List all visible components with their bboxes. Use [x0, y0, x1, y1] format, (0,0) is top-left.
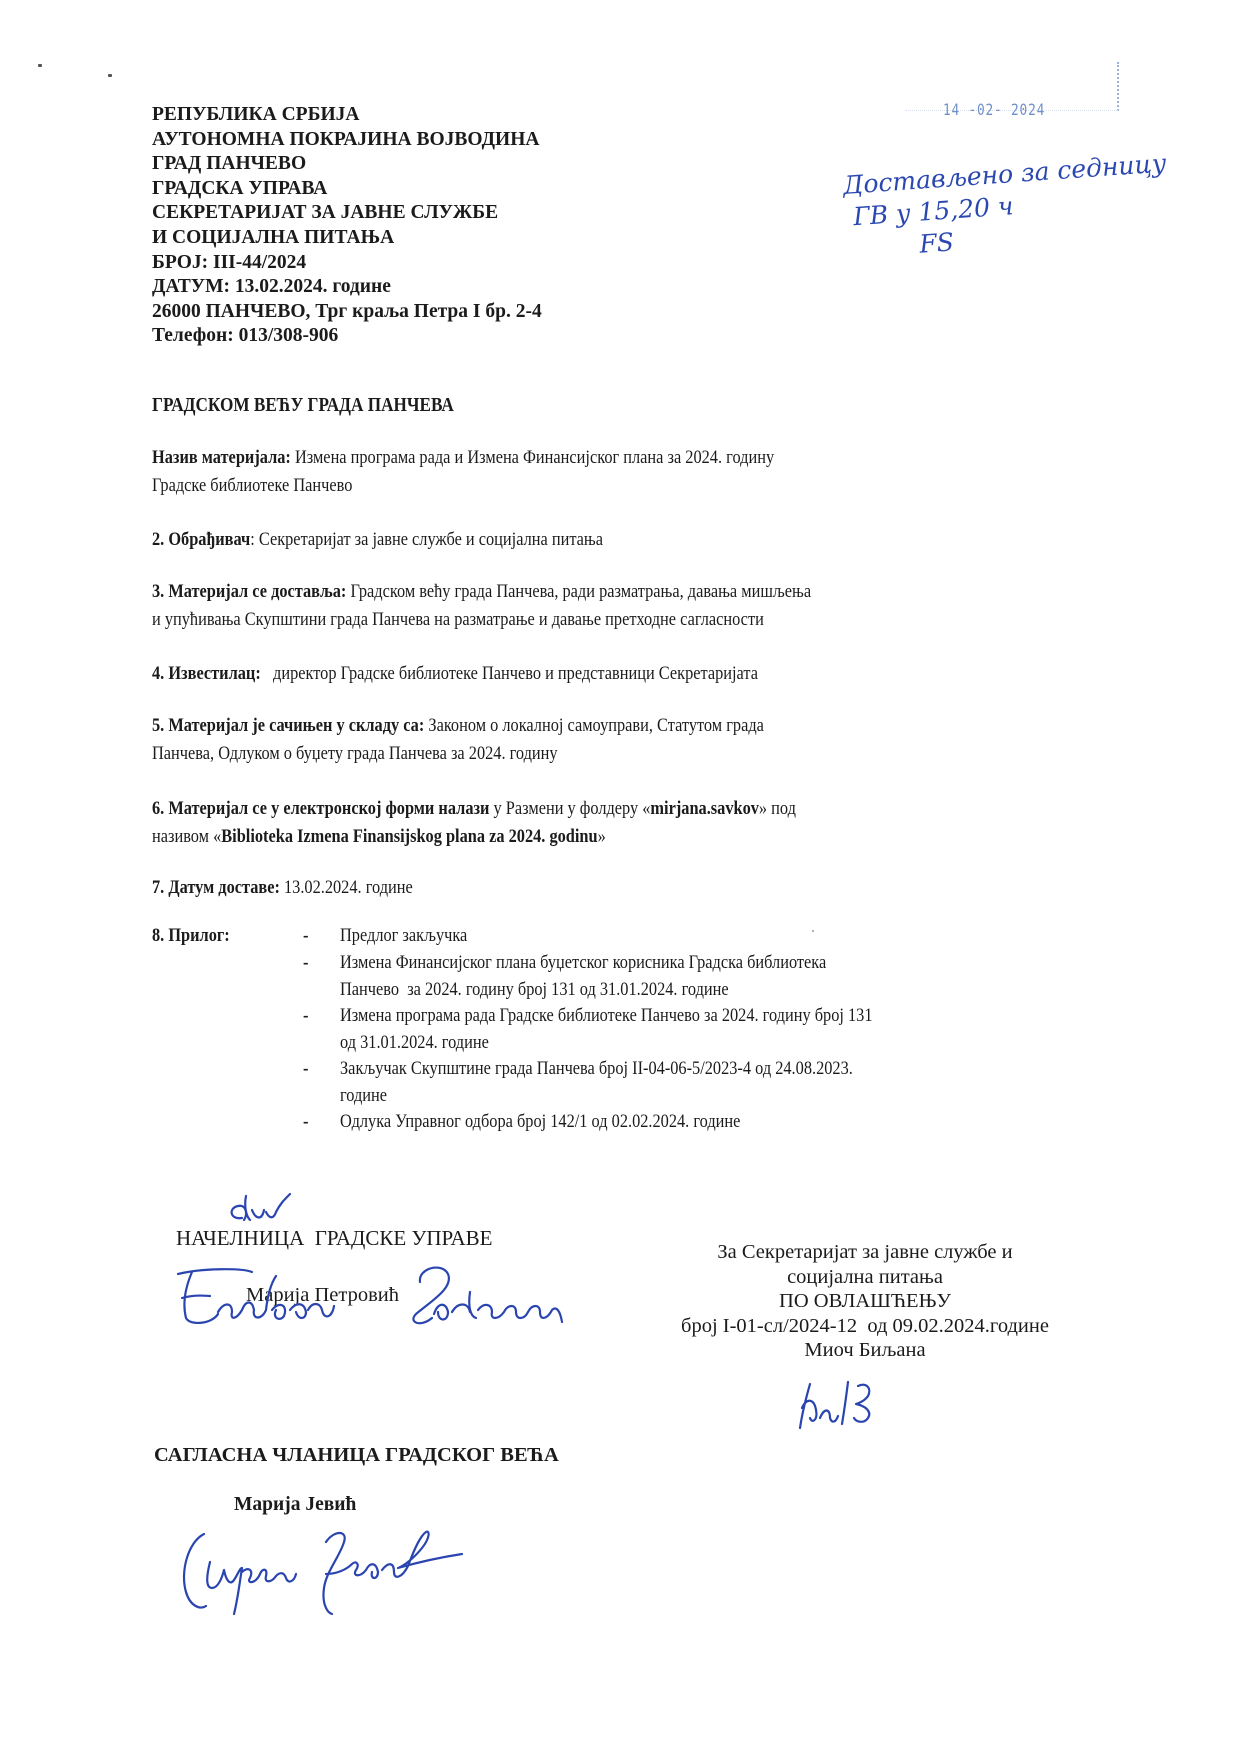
item-compliance [152, 712, 764, 767]
item-processor-label: 2. Обрађивач [152, 529, 251, 550]
header-block [152, 103, 542, 349]
attachment-item-3 [340, 1003, 873, 1056]
scan-speck [108, 74, 112, 77]
attachment-item-2 [340, 950, 826, 1003]
signature-head-of-administration [172, 1262, 582, 1332]
head-of-administration-name: Марија Петровић [246, 1284, 399, 1306]
attachment-bullet: - [303, 1005, 309, 1026]
file-name: Biblioteka Izmena Finansijskog plana za 2024. godinu [221, 825, 598, 847]
item-compliance-text-2: Панчева, Одлуком о буџету града Панчева за 2024. годину [152, 742, 558, 764]
attachment-item-3-line-2: од 31.01.2024. године [340, 1031, 489, 1053]
item-processor-text: : Секретаријат за јавне службе и социјална питања [250, 529, 603, 550]
item-electronic-form-text-d: » [597, 825, 606, 847]
attachment-item-2-line-1: Измена Финансијског плана буџетског корисника Градска библиотека [340, 952, 827, 973]
secretariat-line-2: социјална питања [787, 1265, 943, 1288]
header-line-city: ГРАД ПАНЧЕВО [152, 153, 307, 175]
item-compliance-text: Законом о локалној самоуправи, Статутом града [424, 715, 764, 736]
attachment-item-1 [340, 923, 467, 950]
attachment-item-5-line-1: Одлука Управног одбора број 142/1 од 02.02.2024. године [340, 1111, 741, 1132]
header-line-province: АУТОНОМНА ПОКРАЈИНА ВОЈВОДИНА [152, 128, 540, 150]
item-reporter [152, 660, 758, 688]
attachment-item-1-line-1: Предлог закључка [340, 925, 468, 946]
item-electronic-form-label: 6. Материјал се у електронској форми налази [152, 798, 490, 819]
item-delivery-date [152, 874, 413, 902]
item-electronic-form-text-a: у Размени у фолдеру « [489, 798, 651, 819]
item-electronic-form-text-c: називом « [152, 825, 222, 847]
header-line-date: ДАТУМ: 13.02.2024. године [152, 276, 391, 298]
attachment-item-2-line-2: Панчево за 2024. годину број 131 од 31.01.2024. године [340, 978, 729, 1000]
handwritten-note-line-2: ГВ у 15,20 ч [852, 191, 1015, 232]
attachment-item-3-line-1: Измена програма рада Градске библиотеке Панчево за 2024. годину број 131 [340, 1005, 873, 1026]
item-compliance-label: 5. Материјал је сачињен у складу са: [152, 715, 425, 736]
folder-name: mirjana.savkov [650, 798, 759, 819]
head-of-administration-title: НАЧЕЛНИЦА ГРАДСКЕ УПРАВЕ [176, 1226, 493, 1250]
item-reporter-text: директор Градске библиотеке Панчево и представници Секретаријата [260, 663, 758, 684]
handwritten-note-line-1: Достављено за седницу [842, 148, 1168, 200]
item-material-name [152, 444, 774, 499]
council-member-name: Марија Јевић [234, 1494, 357, 1515]
item-delivery-date-label: 7. Датум доставе: [152, 877, 280, 898]
item-material-name-text: Измена програма рада и Измена Финансијског плана за 2024. годину [290, 447, 775, 468]
header-line-secretariat-2: И СОЦИЈАЛНА ПИТАЊА [152, 226, 395, 248]
item-delivery-date-text: 13.02.2024. године [279, 877, 413, 898]
attachment-bullet: - [303, 925, 309, 946]
stamp-date: 14 -02- 2024 [943, 100, 1046, 119]
item-material-name-text-2: Градске библиотеке Панчево [152, 474, 353, 496]
initials-handwritten [222, 1190, 302, 1230]
header-line-secretariat: СЕКРЕТАРИЈАТ ЗА ЈАВНЕ СЛУЖБЕ [152, 202, 499, 224]
item-electronic-form [152, 795, 796, 850]
attachment-item-4-line-2: године [340, 1084, 388, 1106]
received-stamp [905, 62, 1119, 119]
signature-block-right [640, 1240, 1090, 1363]
attachment-item-4 [340, 1056, 853, 1109]
item-processor [152, 526, 603, 554]
authorization-heading: ПО ОВЛАШЋЕЊУ [779, 1290, 951, 1312]
scan-speck [812, 930, 814, 932]
handwritten-note [842, 147, 1172, 265]
secretariat-line-1: За Секретаријат за јавне службе и [717, 1241, 1013, 1263]
handwritten-note-line-3: FS [918, 227, 955, 259]
signature-council-member [176, 1522, 466, 1622]
authorization-number: број I-01-сл/2024-12 од 09.02.2024.године [681, 1314, 1049, 1337]
item-delivered-to-text-2: и упућивања Скупштини града Панчева на разматрање и давање претходне сагласности [152, 608, 764, 630]
header-line-number: БРОЈ: III-44/2024 [152, 251, 307, 273]
item-electronic-form-text-b: » под [758, 798, 796, 819]
signature-authorized-signatory [796, 1378, 886, 1434]
attachments-label: 8. Прилог: [152, 925, 230, 946]
header-line-phone: Телефон: 013/308-906 [152, 325, 339, 347]
attachment-bullet: - [303, 1111, 309, 1132]
attachment-bullet: - [303, 1058, 309, 1079]
attachment-item-5 [340, 1109, 740, 1136]
item-reporter-label: 4. Известилац: [152, 663, 261, 684]
header-line-address: 26000 ПАНЧЕВО, Трг краља Петра I бр. 2-4 [152, 300, 542, 322]
header-line-administration: ГРАДСКА УПРАВА [152, 177, 328, 199]
attachment-bullet: - [303, 952, 309, 973]
authorized-signatory-name: Миоч Биљана [804, 1339, 926, 1361]
item-material-name-label: Назив материјала: [152, 447, 291, 468]
item-delivered-to [152, 578, 811, 633]
council-member-title: САГЛАСНА ЧЛАНИЦА ГРАДСКОГ ВЕЋА [154, 1444, 559, 1466]
header-line-republic: РЕПУБЛИКА СРБИЈА [152, 104, 360, 125]
attachment-item-4-line-1: Закључак Скупштине града Панчева број II-04-06-5/2023-4 од 24.08.2023. [340, 1058, 853, 1079]
scan-speck [38, 64, 42, 67]
item-delivered-to-label: 3. Материјал се доставља: [152, 581, 347, 602]
item-delivered-to-text: Градском већу града Панчева, ради разматрања, давања мишљења [346, 581, 812, 602]
recipient-heading: ГРАДСКОМ ВЕЋУ ГРАДА ПАНЧЕВА [152, 394, 454, 416]
